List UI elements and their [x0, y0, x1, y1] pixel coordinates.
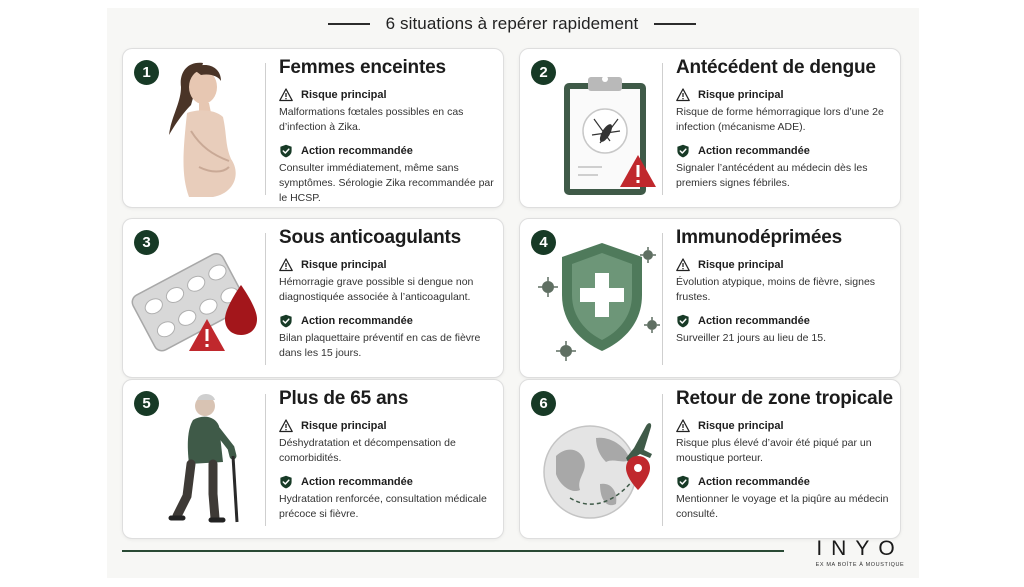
card-title: Antécédent de dengue — [676, 57, 876, 78]
card-content — [676, 388, 894, 531]
situation-card-2 — [519, 48, 901, 208]
card-content — [279, 388, 497, 531]
action-label: Action recommandée — [301, 315, 413, 327]
shield-check-icon — [676, 475, 690, 489]
risk-text: Évolution atypique, moins de fièvre, signes frustes. — [676, 276, 876, 303]
warning-icon — [279, 258, 293, 272]
card-title: Sous anticoagulants — [279, 227, 462, 248]
risk-heading — [279, 88, 497, 102]
card-divider — [265, 63, 266, 195]
warning-icon — [676, 419, 690, 433]
card-number-badge: 3 — [134, 230, 159, 255]
risk-heading — [279, 419, 497, 433]
risk-text: Malformations fœtales possibles en cas d’infection à Zika. — [279, 106, 464, 133]
shield-check-icon — [676, 144, 690, 158]
action-heading — [676, 475, 894, 489]
risk-text: Déshydratation et décompensation de comorbidités. — [279, 437, 456, 464]
action-label: Action recommandée — [698, 315, 810, 327]
warning-icon — [279, 88, 293, 102]
card-number-badge: 4 — [531, 230, 556, 255]
footer-rule — [122, 550, 784, 552]
card-divider — [265, 233, 266, 365]
risk-heading — [676, 258, 894, 272]
card-content — [676, 57, 894, 200]
action-label: Action recommandée — [301, 145, 413, 157]
card-content — [279, 57, 497, 215]
shield-check-icon — [279, 475, 293, 489]
action-text: Consulter immédiatement, même sans symptômes. Sérologie Zika recommandée par le HCSP. — [279, 162, 494, 204]
risk-label: Risque principal — [698, 259, 784, 271]
risk-heading — [676, 88, 894, 102]
action-label: Action recommandée — [698, 476, 810, 488]
card-divider — [662, 394, 663, 526]
risk-heading — [676, 419, 894, 433]
shield-check-icon — [279, 144, 293, 158]
situation-card-4 — [519, 218, 901, 378]
card-title: Plus de 65 ans — [279, 388, 409, 409]
risk-label: Risque principal — [301, 89, 387, 101]
warning-icon — [279, 419, 293, 433]
action-label: Action recommandée — [698, 145, 810, 157]
header — [0, 14, 1024, 34]
action-heading — [279, 144, 497, 158]
card-divider — [265, 394, 266, 526]
action-heading — [279, 314, 497, 328]
risk-heading — [279, 258, 497, 272]
card-content — [676, 227, 894, 355]
action-text: Hydratation renforcée, consultation médicale précoce si fièvre. — [279, 493, 487, 520]
card-content — [279, 227, 497, 370]
card-number-badge: 2 — [531, 60, 556, 85]
shield-check-icon — [279, 314, 293, 328]
card-divider — [662, 233, 663, 365]
risk-text: Risque plus élevé d’avoir été piqué par un moustique porteur. — [676, 437, 872, 464]
risk-text: Risque de forme hémorragique lors d’une 2e infection (mécanisme ADE). — [676, 106, 884, 133]
risk-label: Risque principal — [698, 420, 784, 432]
action-heading — [676, 314, 894, 328]
action-heading — [279, 475, 497, 489]
action-text: Bilan plaquettaire préventif en cas de fièvre dans les 15 jours. — [279, 332, 481, 359]
title-rule-right — [654, 23, 696, 25]
card-title: Femmes enceintes — [279, 57, 446, 78]
situation-card-5 — [122, 379, 504, 539]
warning-icon — [676, 258, 690, 272]
situation-card-6 — [519, 379, 901, 539]
risk-label: Risque principal — [698, 89, 784, 101]
card-number-badge: 5 — [134, 391, 159, 416]
shield-check-icon — [676, 314, 690, 328]
action-text: Surveiller 21 jours au lieu de 15. — [676, 332, 827, 344]
risk-text: Hémorragie grave possible si dengue non diagnostiquée associée à l’anticoagulant. — [279, 276, 474, 303]
risk-label: Risque principal — [301, 420, 387, 432]
action-text: Signaler l’antécédent au médecin dès les premiers signes fébriles. — [676, 162, 868, 189]
title-rule-left — [328, 23, 370, 25]
card-number-badge: 1 — [134, 60, 159, 85]
card-title: Immunodéprimées — [676, 227, 842, 248]
warning-icon — [676, 88, 690, 102]
brand-tagline: EX MA BOÎTE À MOUSTIQUE — [815, 562, 905, 568]
page-title: 6 situations à repérer rapidement — [385, 14, 639, 33]
situation-card-1 — [122, 48, 504, 208]
brand-logo — [810, 537, 910, 568]
action-label: Action recommandée — [301, 476, 413, 488]
card-divider — [662, 63, 663, 195]
action-heading — [676, 144, 894, 158]
situation-card-3 — [122, 218, 504, 378]
risk-label: Risque principal — [301, 259, 387, 271]
card-number-badge: 6 — [531, 391, 556, 416]
brand-name: INYO — [816, 537, 904, 560]
card-title: Retour de zone tropicale — [676, 388, 893, 409]
action-text: Mentionner le voyage et la piqûre au médecin consulté. — [676, 493, 889, 520]
